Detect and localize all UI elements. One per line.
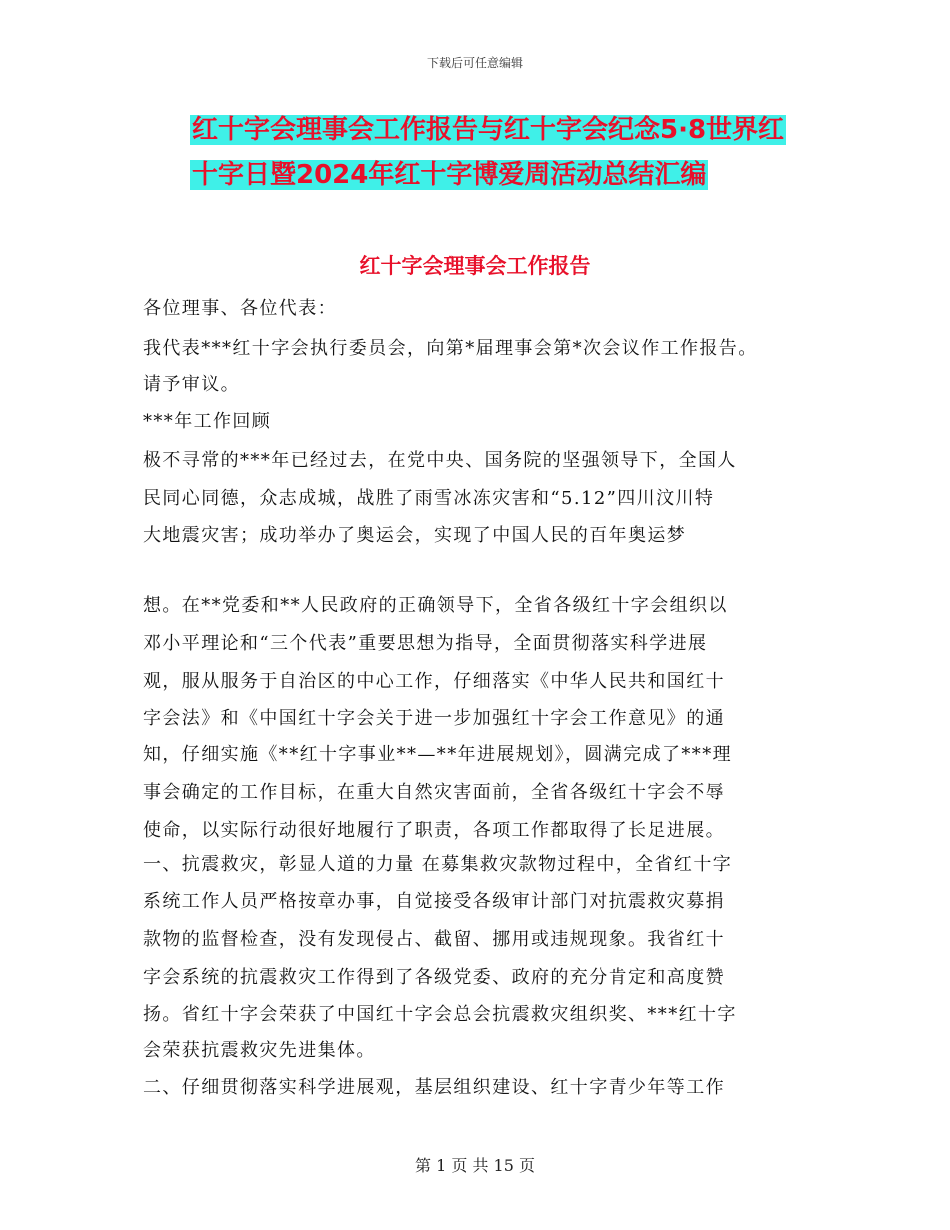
body-line: ***年工作回顾 bbox=[143, 411, 272, 432]
body-line: 使命，以实际行动很好地履行了职责，各项工作都取得了长足进展。 bbox=[143, 820, 725, 841]
body-line: 系统工作人员严格按章办事，自觉接受各级审计部门对抗震救灾募捐 bbox=[143, 891, 725, 912]
body-line: 扬。省红十字会荣获了中国红十字会总会抗震救灾组织奖、***红十字 bbox=[143, 1004, 737, 1025]
body-line: 字会系统的抗震救灾工作得到了各级党委、政府的充分肯定和高度赞 bbox=[143, 967, 725, 988]
page-footer: 第 1 页 共 15 页 bbox=[415, 1156, 535, 1175]
header-note: 下载后可任意编辑 bbox=[426, 56, 523, 70]
body-line: 请予审议。 bbox=[143, 374, 240, 395]
body-line: 极不寻常的***年已经过去，在党中央、国务院的坚强领导下，全国人 bbox=[143, 450, 737, 471]
body-line: 二、仔细贯彻落实科学进展观，基层组织建设、红十字青少年等工作 bbox=[143, 1077, 725, 1098]
main-title-line-2 bbox=[190, 155, 810, 195]
main-title-line-1 bbox=[190, 110, 810, 150]
body-line: 邓小平理论和“三个代表”重要思想为指导，全面贯彻落实科学进展 bbox=[143, 633, 708, 654]
body-line: 款物的监督检查，没有发现侵占、截留、挪用或违规现象。我省红十 bbox=[143, 929, 725, 950]
body-line: 知，仔细实施《**红十字事业**—**年进展规划》，圆满完成了***理 bbox=[143, 744, 732, 765]
section-title: 红十字会理事会工作报告 bbox=[359, 254, 591, 278]
body-line: 我代表***红十字会执行委员会，向第*届理事会第*次会议作工作报告。 bbox=[143, 338, 758, 359]
main-title-line-2-text: 十字日暨2024年红十字博爱周活动总结汇编 bbox=[192, 160, 707, 190]
body-line: 大地震灾害；成功举办了奥运会，实现了中国人民的百年奥运梦 bbox=[143, 525, 687, 546]
body-line: 民同心同德，众志成城，战胜了雨雪冰冻灾害和“5.12”四川汶川特 bbox=[143, 488, 715, 509]
body-line: 会荣获抗震救灾先进集体。 bbox=[143, 1040, 376, 1061]
body-line: 想。在**党委和**人民政府的正确领导下，全省各级红十字会组织以 bbox=[143, 595, 728, 616]
body-line: 字会法》和《中国红十字会关于进一步加强红十字会工作意见》的通 bbox=[143, 708, 725, 729]
body-line: 一、抗震救灾，彰显人道的力量 在募集救灾款物过程中，全省红十字 bbox=[143, 854, 733, 875]
body-line: 各位理事、各位代表： bbox=[143, 298, 337, 319]
body-line: 观，服从服务于自治区的中心工作，仔细落实《中华人民共和国红十 bbox=[143, 671, 725, 692]
main-title-line-1-text: 红十字会理事会工作报告与红十字会纪念5·8世界红 bbox=[192, 115, 785, 145]
body-line: 事会确定的工作目标，在重大自然灾害面前，全省各级红十字会不辱 bbox=[143, 782, 725, 803]
